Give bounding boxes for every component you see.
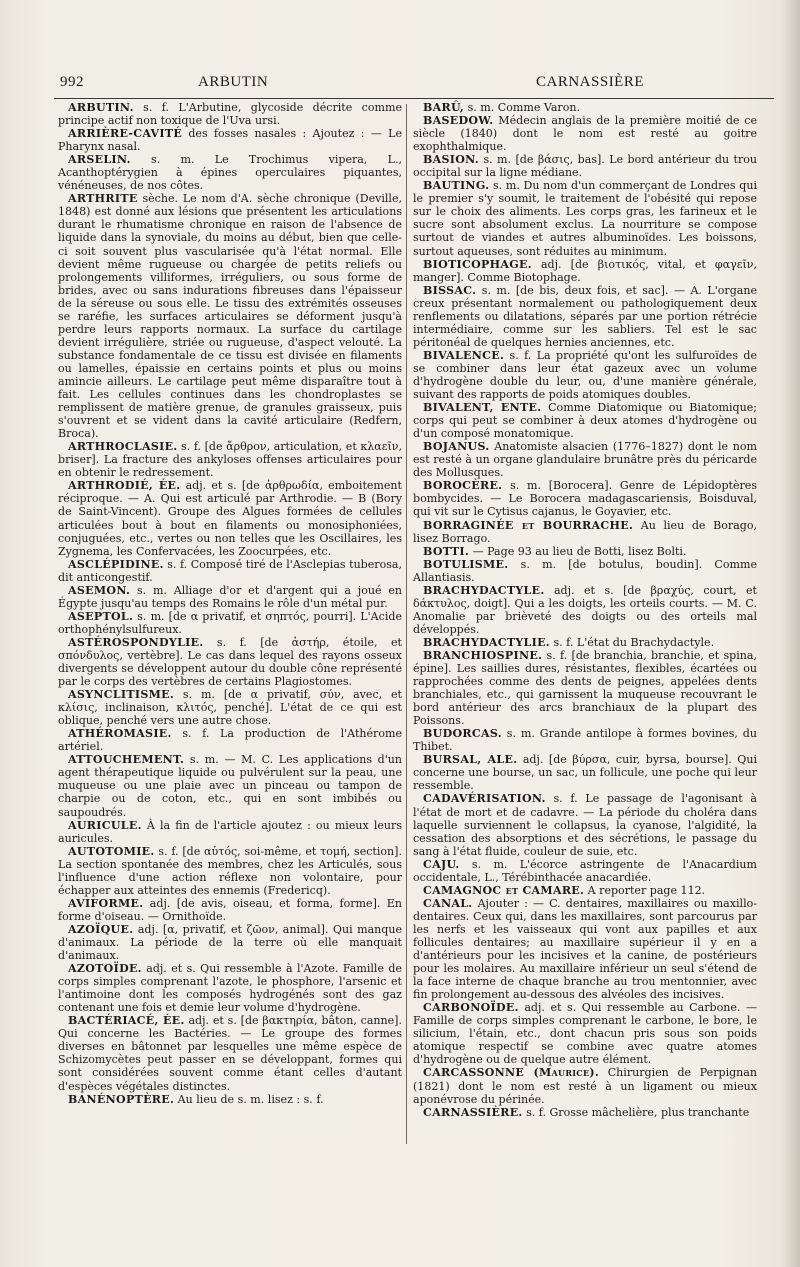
entry-headword: ASYNCLITISME. — [68, 688, 175, 702]
entry-headword: ARTHRODIÉ, ÉE. — [68, 479, 181, 493]
entry-headword: CANAL. — [423, 896, 473, 910]
entry-headword: AUTOTOMIE. — [68, 844, 155, 858]
entry-definition: s. m. [de βάσις, bas]. Le bord antérieur du trou occipital sur la ligne médiane. — [413, 153, 757, 180]
entry-headword: ARBUTIN. — [68, 101, 134, 114]
entry-headword: BASION. — [423, 153, 480, 167]
entry-definition: s. m. [de α privatif, et σηπτός, pourri]. L'Acide orthophénylsulfureux. — [58, 609, 402, 636]
entry-headword: BORRAGINÉE et BOURRACHE. — [423, 518, 634, 532]
entry-definition: Au lieu de s. m. lisez : s. f. — [174, 1092, 324, 1106]
page-edge-shadow — [782, 0, 800, 1267]
dictionary-entry — [58, 688, 402, 727]
dictionary-entry — [58, 440, 402, 479]
entry-headword: BRANCHIOSPINE. — [423, 648, 543, 662]
dictionary-entry — [413, 258, 757, 284]
entry-headword: ASCLÉPIDINE. — [68, 557, 164, 571]
entry-definition: s. f. L'Arbutine, glycoside décrite comme principe actif non toxique de l'Uva ursi. — [58, 101, 402, 128]
dictionary-entry — [413, 1001, 757, 1066]
entry-definition: s. f. La propriété qu'ont les sulfuroïdes de se combiner dans leur état gazeux avec un volume d'hydrogène double du leur, ou, d'une manière générale, suivant des rapports de poids atomiques doubles. — [413, 348, 757, 402]
entry-headword: AZOTOÏDE. — [68, 962, 142, 976]
entry-headword: ARSELIN. — [68, 153, 131, 167]
entry-headword: AVIFORME. — [68, 896, 144, 910]
dictionary-entry — [58, 636, 402, 688]
column-divider — [406, 104, 407, 1144]
entry-headword: BIOTICOPHAGE. — [423, 257, 532, 271]
entry-definition: adj. et s. Qui ressemble à l'Azote. Famille de corps simples comprenant l'azote, le phosphore, l'arsenic et l'antimoine dont les composés hydrogénés sont des gaz contenant une fois et demie leur volume d'hydrogène. — [58, 962, 402, 1015]
dictionary-entry — [413, 349, 757, 401]
dictionary-entry — [413, 545, 757, 558]
entry-headword: BOROCÈRE. — [423, 479, 503, 493]
dictionary-entry — [413, 753, 757, 792]
dictionary-entry — [58, 192, 402, 440]
entry-headword: ATHÉROMASIE. — [68, 727, 172, 741]
entry-definition: s. f. La production de l'Athérome artériel. — [58, 727, 402, 754]
entry-headword: CARNASSIÈRE. — [423, 1105, 523, 1119]
entry-definition: s. m. Comme Varon. — [464, 101, 580, 114]
entry-definition: s. m. L'écorce astringente de l'Anacardium occidentale, L., Térébinthacée anacardiée. — [413, 857, 757, 884]
right-column — [413, 101, 757, 1119]
entry-headword: BASEDOW. — [423, 114, 494, 128]
dictionary-entry — [58, 819, 402, 845]
entry-definition: adj. et s. Qui ressemble au Carbone. — Famille de corps simples comprenant le carbone, le bore, le silicium, l'étain, etc., dont chacun pris sous son poids atomique respectif se combine avec quatre atomes d'hydrogène ou de quelque autre élément. — [413, 1001, 757, 1067]
dictionary-entry — [413, 284, 757, 349]
entry-headword: CARBONOÏDE. — [423, 1001, 519, 1015]
entry-headword: AURICULE. — [68, 818, 142, 832]
entry-definition: — Page 93 au lieu de Botti, lisez Bolti. — [469, 544, 687, 558]
dictionary-entry — [413, 884, 757, 897]
dictionary-entry — [58, 897, 402, 923]
entry-definition: s. m. [de α privatif, σύν, avec, et κλίσις, inclinaison, κλιτός, penché]. L'état de ce qui est oblique, penché vers une autre chose. — [58, 688, 402, 728]
dictionary-entry — [413, 558, 757, 584]
entry-headword: BAUTING. — [423, 179, 490, 193]
entry-definition: s. f. L'état du Brachydactyle. — [549, 635, 715, 649]
dictionary-entry — [413, 858, 757, 884]
dictionary-entry — [413, 153, 757, 179]
left-column — [58, 101, 402, 1106]
entry-headword: BOTTI. — [423, 544, 470, 558]
dictionary-entry — [58, 727, 402, 753]
dictionary-entry — [58, 845, 402, 897]
entry-definition: s. f. [de αὐτός, soi-même, et τομή, section]. La section spontanée des membres, chez les Articulés, sous l'influence d'une action réflexe non volontaire, pour échapper aux atteintes des ennemis (Fredericq). — [58, 844, 402, 897]
entry-headword: ASEPTOL. — [68, 609, 134, 623]
entry-definition: s. m. Le Trochimus vipera, L., Acanthoptérygien à épines operculaires piquantes, vénéneuses, de nos côtes. — [58, 153, 402, 193]
left-guide-word: ARBUTIN — [198, 74, 269, 90]
entry-definition: adj. [de βιοτικός, vital, et φαγεῖν, manger]. Comme Biotophage. — [413, 257, 757, 284]
entry-headword: BRACHYDACTYLE. — [423, 583, 545, 597]
entry-definition: adj. et s. [de βραχύς, court, et δάκτυλος, doigt]. Qui a les doigts, les orteils courts. — M. C. Anomalie par brièveté des doigts ou des orteils mal développés. — [413, 583, 757, 636]
entry-headword: ATTOUCHEMENT. — [68, 753, 185, 767]
entry-headword: BARÛ, — [423, 101, 465, 114]
entry-definition: s. m. [de bis, deux fois, et sac]. — A. L'organe creux présentant normalement ou pathologiquement deux renflements ou dilatations, séparés par une portion rétrécie intermédiaire, comme sur les sabliers. Tel est le sac péritonéal de quelques hernies anciennes, etc. — [413, 283, 757, 349]
dictionary-entry — [58, 610, 402, 636]
entry-headword: ARTHRITE — [68, 192, 138, 206]
header-rule — [54, 98, 774, 99]
dictionary-entry — [413, 1066, 757, 1105]
dictionary-entry — [58, 153, 402, 192]
entry-headword: BRACHYDACTYLIE. — [423, 635, 550, 649]
entry-headword: CARCASSONNE (Maurice). — [423, 1066, 600, 1080]
entry-definition: À la fin de l'article ajoutez : ou mieux leurs auricules. — [58, 818, 402, 845]
entry-headword: BIVALENT, ENTE. — [423, 401, 542, 415]
entry-definition: adj. [α, privatif, et ζῶον, animal]. Qui manque d'animaux. La période de la terre où elle manquait d'animaux. — [58, 922, 402, 963]
dictionary-entry — [58, 101, 402, 127]
entry-definition: Anatomiste alsacien (1776–1827) dont le nom est resté à un organe glandulaire brunâtre près du péricarde des Mollusques. — [413, 440, 757, 480]
entry-headword: CAJU. — [423, 857, 460, 871]
entry-definition: Comme Diatomique ou Biatomique; corps qui peut se combiner à deux atomes d'hydrogène ou d'un composé monatomique. — [413, 401, 758, 441]
dictionary-entry — [413, 1106, 757, 1119]
entry-definition: s. f. [de ἀστήρ, étoile, et σπόνδυλος, vertèbre]. Le cas dans lequel des rayons osseux divergents se développent autour du double cône représenté par le corps des vertèbres de certains Plagiostomes. — [58, 635, 402, 689]
entry-definition: Ajouter : — C. dentaires, maxillaires ou maxillo-dentaires. Ceux qui, dans les maxillaires, sont parcourus par les nerfs et les vaisseaux qui vont aux papilles et aux follicules dentaires; au maxillaire supérieur il y en a d'antérieurs pour les incisives et la canine, de postérieurs pour les molaires. Au maxillaire inférieur un seul s'étend de la face interne de chaque branche au trou mentonnier, avec fin prolongement au-dessous des alvéoles des incisives. — [413, 896, 757, 1002]
entry-headword: ASTÉROSPONDYLIE. — [68, 635, 204, 649]
entry-definition: s. f. Composé tiré de l'Asclepias tuberosa, dit anticongestif. — [58, 557, 402, 584]
dictionary-entry — [413, 479, 757, 518]
dictionary-entry — [58, 1093, 402, 1106]
entry-headword: AZOÏQUE. — [68, 922, 134, 936]
entry-definition: s. f. Grosse mâchelière, plus tranchante — [522, 1105, 750, 1119]
dictionary-entry — [413, 179, 757, 257]
entry-headword: BIVALENCE. — [423, 348, 505, 362]
dictionary-entry — [413, 401, 757, 440]
entry-headword: BACTÉRIACÉ, ÉE. — [68, 1014, 185, 1028]
entry-headword: BISSAC. — [423, 283, 477, 297]
entry-headword: BANÉNOPTÈRE. — [68, 1092, 175, 1106]
dictionary-entry — [58, 127, 402, 153]
dictionary-entry — [58, 558, 402, 584]
entry-definition: Médecin anglais de la première moitié de ce siècle (1840) dont le nom est resté au goitre exophthalmique. — [413, 114, 757, 154]
entry-definition: adj. et s. [de ἀρθρωδία, emboitement réciproque. — A. Qui est articulé par Arthrodie. — B (Bory de Saint-Vincent). Groupe des Algues formées de cellules articulées bout à bout en filaments ou monosiphoniées, conjuguées, etc., vertes ou non telles que les Oscillaires, les Zygnema, les Confervacées, les Zoocurpées, etc. — [58, 479, 402, 558]
entry-definition: s. m. [Borocera]. Genre de Lépidoptères bombycides. — Le Borocera madagascariensis, Boisduval, qui vit sur le Cytisus cajanus, le Goyavier, etc. — [413, 479, 757, 519]
entry-headword: BOJANUS. — [423, 440, 490, 454]
entry-definition: des fosses nasales : Ajoutez : — Le Pharynx nasal. — [58, 127, 402, 154]
entry-headword: BURSAL, ALE. — [423, 753, 518, 767]
entry-definition: s. m. — M. C. Les applications d'un agent thérapeutique liquide ou pulvérulent sur la peau, une muqueuse ou une plaie avec un pinceau ou tampon de charpie ou de coton, etc., qui en sont imbibés ou saupoudrés. — [58, 753, 402, 819]
dictionary-entry — [413, 649, 757, 727]
running-header — [54, 74, 774, 94]
entry-definition: s. f. [de ἄρθρον, articulation, et κλαεῖν, briser]. La fracture des ankyloses offenses articulaires pour en obtenir le redressement. — [58, 440, 402, 480]
entry-definition: adj. [de βύρσα, cuir, byrsa, bourse]. Qui concerne une bourse, un sac, un follicule, une poche qui leur ressemble. — [413, 753, 757, 793]
entry-headword: BOTULISME. — [423, 557, 509, 571]
entry-definition: s. m. Grande antilope à formes bovines, du Thibet. — [413, 727, 757, 754]
entry-definition: s. m. Alliage d'or et d'argent qui a joué en Égypte jusqu'au temps des Romains le rôle d'un métal pur. — [58, 583, 402, 610]
entry-headword: ARTHROCLASIE. — [68, 440, 178, 454]
entry-headword: CADAVÉRISATION. — [423, 792, 546, 806]
dictionary-entry — [413, 101, 757, 114]
entry-headword: BUDORCAS. — [423, 727, 502, 741]
page-number: 992 — [60, 74, 84, 90]
dictionary-entry — [58, 1014, 402, 1092]
entry-definition: s. f. Le passage de l'agonisant à l'état de mort et de cadavre. — La période du choléra dans laquelle surviennent le collapsus, la cyanose, l'algidité, la cessation des absorptions et des sécrétions, le passage du sang à l'état fluide, couleur de suie, etc. — [413, 792, 757, 858]
dictionary-entry — [413, 792, 757, 857]
entry-definition: Chirurgien de Perpignan (1821) dont le nom est resté à un ligament ou mieux aponévrose du périnée. — [413, 1066, 757, 1106]
dictionary-entry — [58, 923, 402, 962]
entry-headword: CAMAGNOC et CAMARE. — [423, 883, 585, 897]
dictionary-entry — [413, 440, 757, 479]
entry-headword: ASEMON. — [68, 583, 131, 597]
dictionary-entry — [413, 897, 757, 1001]
dictionary-entry — [58, 479, 402, 557]
dictionary-entry — [413, 727, 757, 753]
dictionary-entry — [58, 753, 402, 818]
entry-definition: s. f. [de branchia, branchie, et spina, épine]. Les saillies dures, résistantes, flexibles, écartées ou rapprochées comme des dents de peignes, appelées dents branchiales, etc., qui garnissent la muqueuse recouvrant le bord antérieur des arcs branchiaux de la plupart des Poissons. — [413, 648, 757, 728]
right-guide-word: CARNASSIÈRE — [536, 74, 645, 90]
dictionary-entry — [413, 519, 757, 545]
entry-definition: s. m. Du nom d'un commerçant de Londres qui le premier s'y soumit, le traitement de l'obésité qui repose sur le choix des aliments. Les corps gras, les farineux et le sucre sont absolument exclus. La nourriture se compose surtout de viandes et autres albuminoïdes. Les boissons, surtout aqueuses, sont réduites au minimum. — [413, 179, 757, 258]
entry-definition: adj. [de avis, oiseau, et forma, forme]. En forme d'oiseau. — Ornithoïde. — [58, 896, 402, 923]
dictionary-entry — [58, 962, 402, 1014]
entry-definition: sèche. Le nom d'A. sèche chronique (Deville, 1848) est donné aux lésions que présentent les articulations durant le rhumatisme chronique en raison de l'absence de liquide dans la synoviale, du moins au début, bien que celle-ci soit souvent plus vascularisée qu'à l'état normal. Elle devient même rugueuse ou chargée de petits reliefs ou prolongements villiformes, irréguliers, ou sous forme de brides, avec ou sans indurations fibreuses dans l'épaisseur de la séreuse ou sous elle. Le tissu des extrémités osseuses se raréfie, les surfaces articulaires se déforment jusqu'à perdre leurs rapports normaux. La surface du cartilage devient irrégulière, striée ou rugueuse, d'aspect velouté. La substance fondamentale de ce tissu est divisée en filaments ou lamelles, épaissie en certains points et plus ou moins amincie ailleurs. Le cartilage peut même disparaître tout à fait. Les cellules continues dans les chondroplastes se remplissent de matière grenue, de granules graisseux, puis s'ouvrent et se vident dans la cavité articulaire (Redfern, Broca). — [58, 192, 402, 441]
entry-definition: A reporter page 112. — [584, 883, 706, 897]
dictionary-entry — [58, 584, 402, 610]
dictionary-entry — [413, 114, 757, 153]
entry-definition: adj. et s. [de βακτηρία, bâton, canne]. Qui concerne les Bactéries. — Le groupe des formes diverses en bâtonnet par lesquelles une même espèce de Schizomycètes peut passer en se développant, formes qui sont considérées souvent comme étant celles d'autant d'espèces végétales distinctes. — [58, 1014, 402, 1093]
entry-headword: ARRIÈRE-CAVITÉ — [68, 127, 183, 141]
dictionary-entry — [413, 636, 757, 649]
entry-definition: s. m. [de botulus, boudin]. Comme Allantiasis. — [413, 557, 757, 584]
dictionary-entry — [413, 584, 757, 636]
entry-definition: Au lieu de Borago, lisez Borrago. — [413, 518, 757, 545]
